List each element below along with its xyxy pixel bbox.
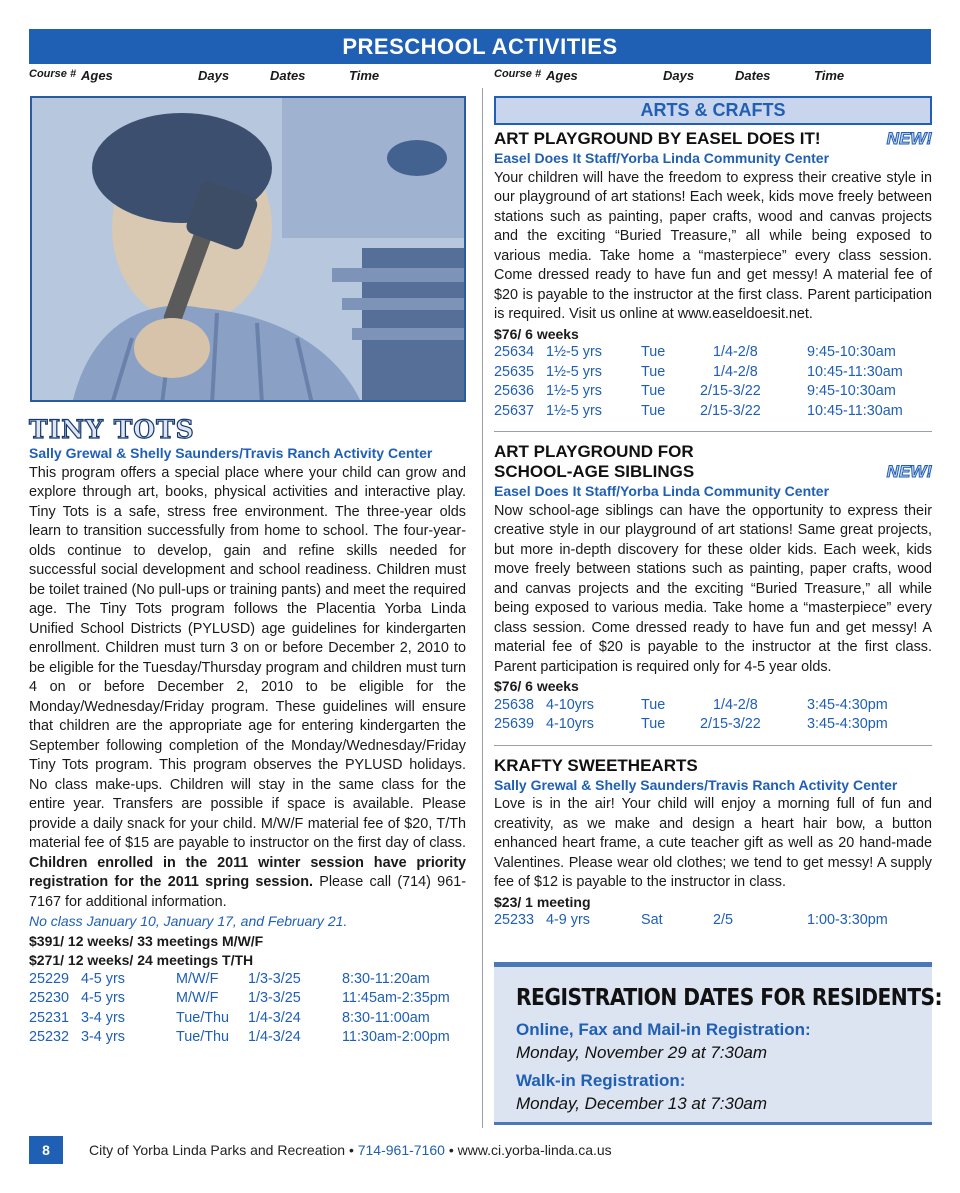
siblings-title-line2: SCHOOL-AGE SIBLINGS [494, 462, 695, 481]
header-course: Course # [29, 68, 77, 80]
tiny-tots-title: TINY TOTS [29, 415, 195, 444]
tiny-tots-desc-tail: Please call (714) 961-7167 for additional information. [29, 874, 466, 910]
table-row [29, 1010, 466, 1030]
walkin-registration-date: Monday, December 13 at 7:30am [516, 1094, 768, 1113]
course-ages: 3-4 yrs [81, 1009, 125, 1026]
tiny-tots-desc-main: This program offers a special place where your child can grow and explore through art, books, physical activities and interactive play. Tiny Tots is a safe, stress free environment. The three-year olds learn to transition successfully from home to school. The four-year-olds continue to develop, gain and refine skills needed for successful social development and school readiness. Children must be toilet trained (No pull-ups or training pants) and meet the required age. The Tiny Tots program follows the Placentia Yorba Linda Unified School Districts (PYLUSD) age guidelines for kindergarten enrollment. Children must turn 3 on or before December 2, 2010 to be eligible for the Tuesday/Thursday program and children must turn 4 on or before December 2, 2010 to be eligible for the Monday/Wednesday/Friday program. These guidelines will ensure that children are the appropriate age for entering kindergarten the September following completion of the Monday/Wednesday/Friday Tiny Tots program. This program observes the PYLUSD holidays. No class make-ups. Children will stay in the same class for the entire year. Transfers are possible if space is available. Please provide a daily snack for your child. M/W/F material fee of $20, T/Th material fee of $15 are payable to instructor on the first day of class. [29, 464, 466, 851]
table-row [494, 383, 932, 403]
course-dates: 1/3-3/25 [248, 970, 301, 987]
course-days: Tue [641, 696, 666, 713]
krafty-price: $23/ 1 meeting [494, 893, 591, 910]
tiny-tots-price-mwf: $391/ 12 weeks/ 33 meetings M/W/F [29, 932, 264, 949]
page-banner: PRESCHOOL ACTIVITIES [29, 29, 931, 64]
header-dates: Dates [735, 68, 771, 83]
column-divider [482, 88, 483, 1128]
footer-text [89, 1136, 612, 1164]
course-ages: 3-4 yrs [81, 1029, 125, 1045]
easel-title-text: ART PLAYGROUND BY EASEL DOES IT! [494, 129, 821, 148]
table-row [494, 364, 932, 384]
table-row [494, 403, 932, 423]
course-days: Tue/Thu [176, 1029, 230, 1045]
siblings-schedule [494, 697, 932, 736]
header-time: Time [349, 68, 380, 83]
siblings-course-title [494, 442, 932, 482]
online-registration-date: Monday, November 29 at 7:30am [516, 1043, 768, 1062]
section-separator [494, 745, 932, 746]
table-row [494, 344, 932, 364]
tiny-tots-section [29, 416, 466, 1049]
course-dates: 1/4-2/8 [713, 344, 758, 360]
course-time: 11:30am-2:00pm [342, 1029, 450, 1045]
course-days: Tue [641, 363, 666, 380]
krafty-instructor: Sally Grewal & Shelly Saunders/Travis Ranch Activity Center [494, 776, 898, 793]
tiny-tots-desc-bold: Children enrolled in the 2011 winter session have priority registration for the 2011 spring session. [29, 854, 466, 890]
arts-crafts-header: ARTS & CRAFTS [494, 96, 932, 125]
section-separator [494, 431, 932, 432]
course-time: 1:00-3:30pm [807, 912, 888, 928]
course-number: 25636 [494, 383, 535, 399]
footer-bullet: • [348, 1142, 354, 1158]
course-time: 8:30-11:00am [342, 1009, 430, 1026]
easel-price: $76/ 6 weeks [494, 325, 579, 342]
course-time: 10:45-11:30am [807, 363, 903, 380]
left-column-headers [29, 68, 466, 86]
registration-title: REGISTRATION DATES FOR RESIDENTS: [516, 985, 943, 1011]
course-number: 25230 [29, 990, 70, 1006]
course-dates: 1/4-2/8 [713, 696, 758, 713]
header-days: Days [198, 68, 230, 83]
course-ages: 4-9 yrs [546, 912, 590, 928]
course-days: Tue [641, 383, 666, 399]
course-time: 9:45-10:30am [807, 383, 896, 399]
course-time: 3:45-4:30pm [807, 696, 888, 713]
footer-bullet: • [448, 1142, 454, 1158]
course-ages: 1½-5 yrs [546, 363, 602, 380]
course-time: 8:30-11:20am [342, 970, 430, 987]
course-number: 25634 [494, 344, 535, 360]
course-dates: 2/15-3/22 [700, 402, 761, 419]
course-ages: 4-5 yrs [81, 970, 125, 987]
course-ages: 4-10yrs [546, 696, 594, 713]
course-days: Tue/Thu [176, 1009, 230, 1026]
course-number: 25232 [29, 1029, 70, 1045]
easel-description: Your children will have the freedom to express their creative style in our playground of art stations! Each week, kids move freely between stations such as painting, paper crafts, wood and canvas projects and the exciting “Buried Treasure,” all while being exposed to various media. Take home a “masterpiece” every class session. Come dressed ready to have fun and get messy! A material fee of $20 is payable to the instructor at the first class. Parent participation is required. Visit us online at www.easeldoesit.net. [494, 169, 932, 322]
table-row [29, 1029, 466, 1049]
course-dates: 2/5 [713, 912, 734, 928]
krafty-schedule [494, 912, 932, 932]
tiny-tots-price-tth: $271/ 12 weeks/ 24 meetings T/TH [29, 952, 254, 968]
tiny-tots-schedule [29, 971, 466, 1049]
easel-course-title [494, 129, 932, 149]
course-ages: 4-5 yrs [81, 990, 125, 1006]
tiny-tots-instructor: Sally Grewal & Shelly Saunders/Travis Ranch Activity Center [29, 445, 433, 461]
header-ages: Ages [81, 68, 113, 83]
krafty-course-title: KRAFTY SWEETHEARTS [494, 755, 698, 775]
course-ages: 1½-5 yrs [546, 402, 602, 419]
course-dates: 2/15-3/22 [700, 716, 761, 732]
header-time: Time [814, 68, 845, 83]
arts-crafts-section [494, 96, 932, 932]
easel-instructor: Easel Does It Staff/Yorba Linda Community Center [494, 150, 830, 166]
new-badge: NEW! [886, 462, 932, 481]
siblings-price: $76/ 6 weeks [494, 678, 579, 694]
course-number: 25635 [494, 363, 535, 380]
course-dates: 1/4-2/8 [713, 363, 758, 380]
page-footer [29, 1136, 931, 1164]
course-days: M/W/F [176, 990, 219, 1006]
tiny-tots-description [29, 464, 466, 913]
course-number: 25229 [29, 970, 70, 987]
course-days: Tue [641, 402, 666, 419]
course-time: 9:45-10:30am [807, 344, 896, 360]
course-ages: 1½-5 yrs [546, 344, 602, 360]
course-number: 25639 [494, 716, 535, 732]
course-days: Tue [641, 716, 666, 732]
course-number: 25638 [494, 696, 535, 713]
table-row [494, 912, 932, 932]
new-badge: NEW! [886, 129, 932, 148]
tiny-tots-no-class-note: No class January 10, January 17, and February 21. [29, 913, 348, 929]
course-number: 25231 [29, 1009, 70, 1026]
right-column-headers [494, 68, 932, 86]
walkin-registration-label: Walk-in Registration: [516, 1071, 686, 1090]
page-number: 8 [29, 1136, 63, 1164]
course-days: M/W/F [176, 970, 219, 987]
course-time: 11:45am-2:35pm [342, 990, 450, 1006]
course-dates: 1/3-3/25 [248, 990, 301, 1006]
course-number: 25637 [494, 402, 535, 419]
course-days: Sat [641, 912, 663, 928]
footer-org: City of Yorba Linda Parks and Recreation [89, 1142, 346, 1158]
course-dates: 1/4-3/24 [248, 1009, 301, 1026]
photo-illustration [32, 98, 466, 402]
header-days: Days [663, 68, 695, 83]
header-dates: Dates [270, 68, 306, 83]
table-row [29, 990, 466, 1010]
course-ages: 4-10yrs [546, 716, 594, 732]
footer-url[interactable]: www.ci.yorba-linda.ca.us [457, 1142, 612, 1158]
table-row [494, 697, 932, 717]
table-row [494, 716, 932, 736]
registration-dates-box [494, 962, 943, 1125]
course-time: 3:45-4:30pm [807, 716, 888, 732]
online-registration-label: Online, Fax and Mail-in Registration: [516, 1020, 811, 1039]
table-row [29, 971, 466, 991]
easel-schedule [494, 344, 932, 422]
course-number: 25233 [494, 912, 535, 928]
course-ages: 1½-5 yrs [546, 383, 602, 399]
header-course: Course # [494, 68, 542, 80]
course-time: 10:45-11:30am [807, 402, 903, 419]
siblings-title-line1: ART PLAYGROUND FOR [494, 442, 694, 461]
child-painting-photo [30, 96, 466, 402]
siblings-description: Now school-age siblings can have the opportunity to express their creative style in our playground of art stations! Same great projects, but more in-depth discovery for these older kids. Each week, kids move freely between stations such as painting, paper crafts, wood and canvas projects and the exciting “Buried Treasure,” all while being exposed to various media. Take home a “masterpiece” every class session. Come dressed ready to have fun and get messy! A material fee of $20 is payable to the instructor at the first class. Parent participation is required only for 4-5 year olds. [494, 502, 932, 675]
footer-phone: 714-961-7160 [357, 1142, 445, 1158]
course-dates: 2/15-3/22 [700, 383, 761, 399]
krafty-description: Love is in the air! Your child will enjoy a morning full of fun and creativity, as we make and design a heart hair bow, a button enhanced heart frame, a cute teacher gift as well as 20 hand-made Valentines. Please wear old clothes; we tend to get messy! A supply fee of $12 is payable to the instructor in class. [494, 796, 932, 890]
header-ages: Ages [546, 68, 578, 83]
siblings-instructor: Easel Does It Staff/Yorba Linda Community Center [494, 483, 830, 499]
course-dates: 1/4-3/24 [248, 1029, 301, 1045]
course-days: Tue [641, 344, 666, 360]
